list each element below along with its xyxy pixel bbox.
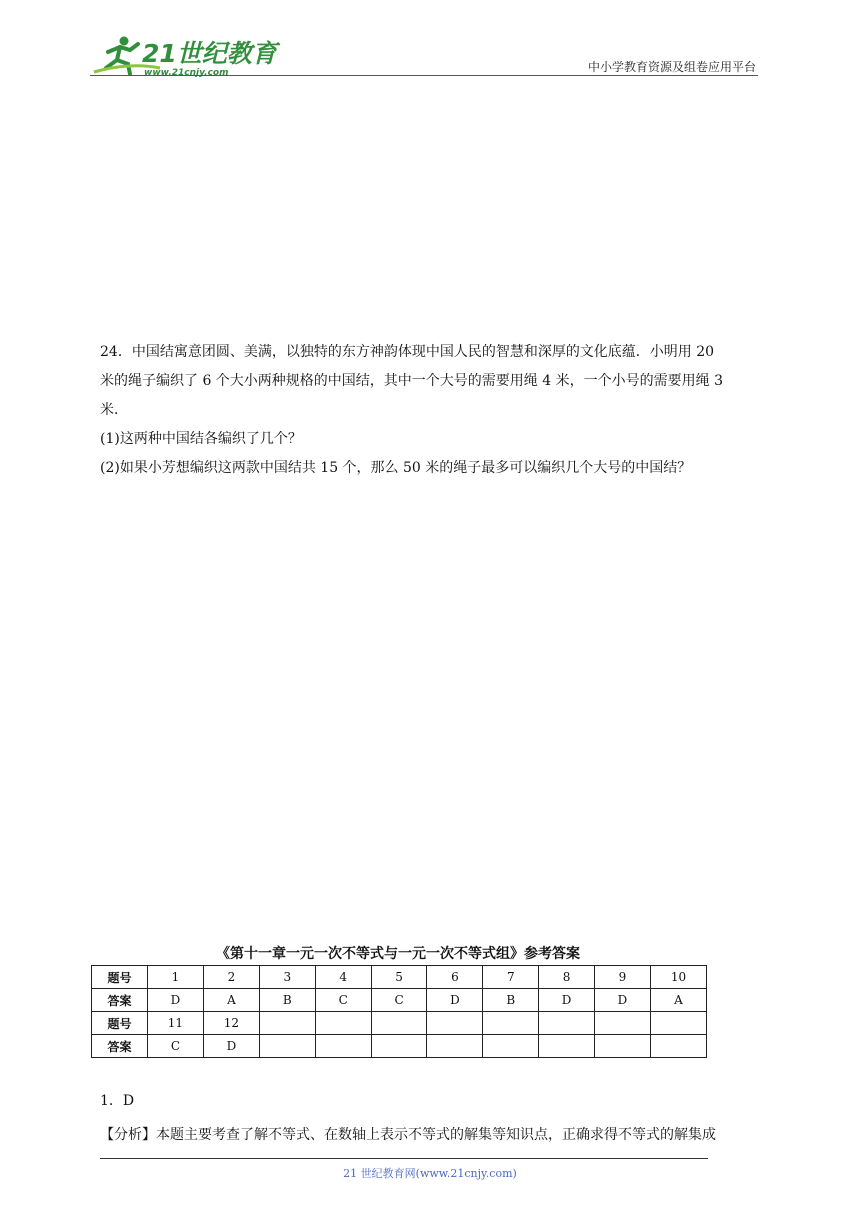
answer-table-row-header: 题号 <box>92 1012 148 1035</box>
answer-table-cell: D <box>539 989 595 1012</box>
question-part-2: (2)如果小芳想编织这两款中国结共 15 个，那么 50 米的绳子最多可以编织几个大号的中国结？ <box>100 460 692 476</box>
answer-table-row <box>92 1012 707 1035</box>
question-part-1: (1)这两种中国结各编织了几个？ <box>100 431 302 447</box>
answer-table-cell: D <box>147 989 203 1012</box>
answer-table-cell <box>259 1012 315 1035</box>
logo-main-text: 21世纪教育 <box>142 39 277 68</box>
page-header <box>90 28 758 80</box>
answer-table-cell <box>595 1012 651 1035</box>
answer-table-cell: A <box>650 989 706 1012</box>
question-stem-line-1: 24．中国结寓意团圆、美满，以独特的东方神韵体现中国人民的智慧和深厚的文化底蕴．小明用 20 <box>100 344 715 360</box>
answer-table-cell: 2 <box>203 966 259 989</box>
question-stem-line-3: 米． <box>100 402 128 418</box>
answer-table-row-header: 答案 <box>92 1035 148 1058</box>
answer-table-cell <box>259 1035 315 1058</box>
answer-table-cell <box>483 1012 539 1035</box>
answer-table-cell: D <box>427 989 483 1012</box>
answer-table-cell: 9 <box>595 966 651 989</box>
answer-table-cell: C <box>371 989 427 1012</box>
answer-table-cell <box>539 1035 595 1058</box>
answer-table-cell <box>315 1012 371 1035</box>
answer-key-table <box>91 965 707 1058</box>
question-24 <box>100 338 762 483</box>
answer-table-cell <box>650 1035 706 1058</box>
answer-table-cell: 6 <box>427 966 483 989</box>
answer-table-cell: D <box>595 989 651 1012</box>
answer-table-cell <box>595 1035 651 1058</box>
solution-1-analysis: 【分析】本题主要考查了解不等式、在数轴上表示不等式的解集等知识点，正确求得不等式的解集成 <box>100 1127 716 1143</box>
answer-table-row-header: 题号 <box>92 966 148 989</box>
answer-table-cell: 1 <box>147 966 203 989</box>
answer-table-cell <box>427 1012 483 1035</box>
answer-table-cell: C <box>315 989 371 1012</box>
answer-table-cell: 3 <box>259 966 315 989</box>
logo-url-text: www.21cnjy.com <box>144 68 229 78</box>
site-logo[interactable] <box>90 32 277 78</box>
answer-key-title: 《第十一章一元一次不等式与一元一次不等式组》参考答案 <box>216 946 580 962</box>
answer-table-cell <box>650 1012 706 1035</box>
answer-table-cell: 11 <box>147 1012 203 1035</box>
answer-table-cell <box>427 1035 483 1058</box>
answer-table-cell: D <box>203 1035 259 1058</box>
answer-table-cell <box>539 1012 595 1035</box>
question-stem-line-2: 米的绳子编织了 6 个大小两种规格的中国结，其中一个大号的需要用绳 4 米，一个小号的需要用绳 3 <box>100 373 723 389</box>
header-divider <box>90 75 758 76</box>
answer-table-row <box>92 966 707 989</box>
answer-table-cell: C <box>147 1035 203 1058</box>
answer-table-cell: 10 <box>650 966 706 989</box>
answer-table-cell <box>371 1035 427 1058</box>
answer-table-cell: A <box>203 989 259 1012</box>
answer-table-cell: 8 <box>539 966 595 989</box>
logo-graphic <box>90 32 277 78</box>
answer-table-cell: B <box>483 989 539 1012</box>
answer-table-row <box>92 1035 707 1058</box>
answer-table-cell: 7 <box>483 966 539 989</box>
answer-table-cell <box>371 1012 427 1035</box>
solution-1-label: 1．D <box>100 1093 135 1109</box>
answer-table-cell: 12 <box>203 1012 259 1035</box>
footer-divider <box>100 1158 708 1159</box>
answer-table-row-header: 答案 <box>92 989 148 1012</box>
platform-name: 中小学教育资源及组卷应用平台 <box>587 60 756 74</box>
answer-table-cell <box>315 1035 371 1058</box>
answer-table-row <box>92 989 707 1012</box>
answer-table-cell <box>483 1035 539 1058</box>
answer-table-cell: 5 <box>371 966 427 989</box>
footer-credit[interactable]: 21 世纪教育网(www.21cnjy.com) <box>343 1167 517 1180</box>
answer-table-cell: B <box>259 989 315 1012</box>
answer-table-cell: 4 <box>315 966 371 989</box>
